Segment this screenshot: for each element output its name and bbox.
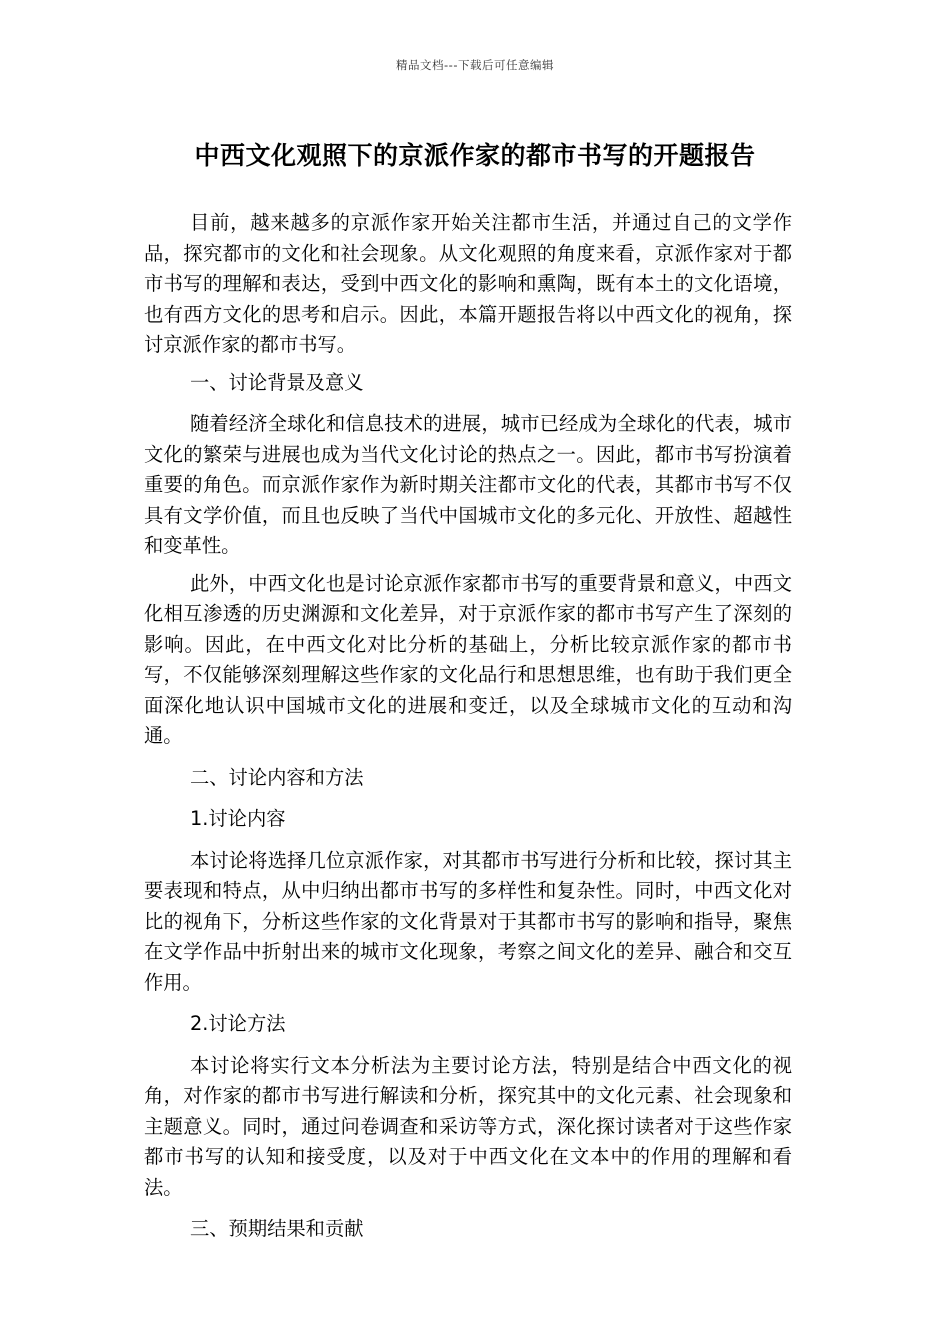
header-note: 精品文档---下载后可任意编辑 bbox=[396, 58, 554, 72]
paragraph-intro: 目前，越来越多的京派作家开始关注都市生活，并通过自己的文学作品，探究都市的文化和社会现象。从文化观照的角度来看，京派作家对于都市书写的理解和表达，受到中西文化的影响和熏陶，既有本土的文化语境，也有西方文化的思考和启示。因此，本篇开题报告将以中西文化的视角，探讨京派作家的都市书写。 bbox=[144, 211, 792, 356]
document-body bbox=[144, 208, 792, 1256]
paragraph-background-1: 随着经济全球化和信息技术的进展，城市已经成为全球化的代表，城市文化的繁荣与进展也成为当代文化讨论的热点之一。因此，都市书写扮演着重要的角色。而京派作家作为新时期关注都市文化的代表，其都市书写不仅具有文学价值，而且也反映了当代中国城市文化的多元化、开放性、超越性和变革性。 bbox=[144, 412, 792, 557]
section-heading-expected-results: 三、预期结果和贡献 bbox=[190, 1217, 364, 1240]
paragraph-content: 本讨论将选择几位京派作家，对其都市书写进行分析和比较，探讨其主要表现和特点，从中归纳出都市书写的多样性和复杂性。同时，中西文化对比的视角下，分析这些作家的文化背景对于其都市书写的影响和指导，聚焦在文学作品中折射出来的城市文化现象，考察之间文化的差异、融合和交互作用。 bbox=[144, 848, 792, 994]
document-title: 中西文化观照下的京派作家的都市书写的开题报告 bbox=[194, 141, 756, 170]
paragraph-background-2: 此外，中西文化也是讨论京派作家都市书写的重要背景和意义，中西文化相互渗透的历史渊源和文化差异，对于京派作家的都市书写产生了深刻的影响。因此，在中西文化对比分析的基础上，分析比较京派作家的都市书写，不仅能够深刻理解这些作家的文化品行和思想思维，也有助于我们更全面深化地认识中国城市文化的进展和变迁，以及全球城市文化的互动和沟通。 bbox=[144, 571, 792, 747]
subsection-heading-method: 2.讨论方法 bbox=[190, 1012, 286, 1035]
subsection-heading-content: 1.讨论内容 bbox=[190, 807, 286, 830]
paragraph-method: 本讨论将实行文本分析法为主要讨论方法，特别是结合中西文化的视角，对作家的都市书写进行解读和分析，探究其中的文化元素、社会现象和主题意义。同时，通过问卷调查和采访等方式，深化探讨读者对于这些作家都市书写的认知和接受度，以及对于中西文化在文本中的作用的理解和看法。 bbox=[144, 1053, 792, 1199]
section-heading-content-method: 二、讨论内容和方法 bbox=[190, 765, 364, 789]
section-heading-background: 一、讨论背景及意义 bbox=[190, 370, 364, 394]
